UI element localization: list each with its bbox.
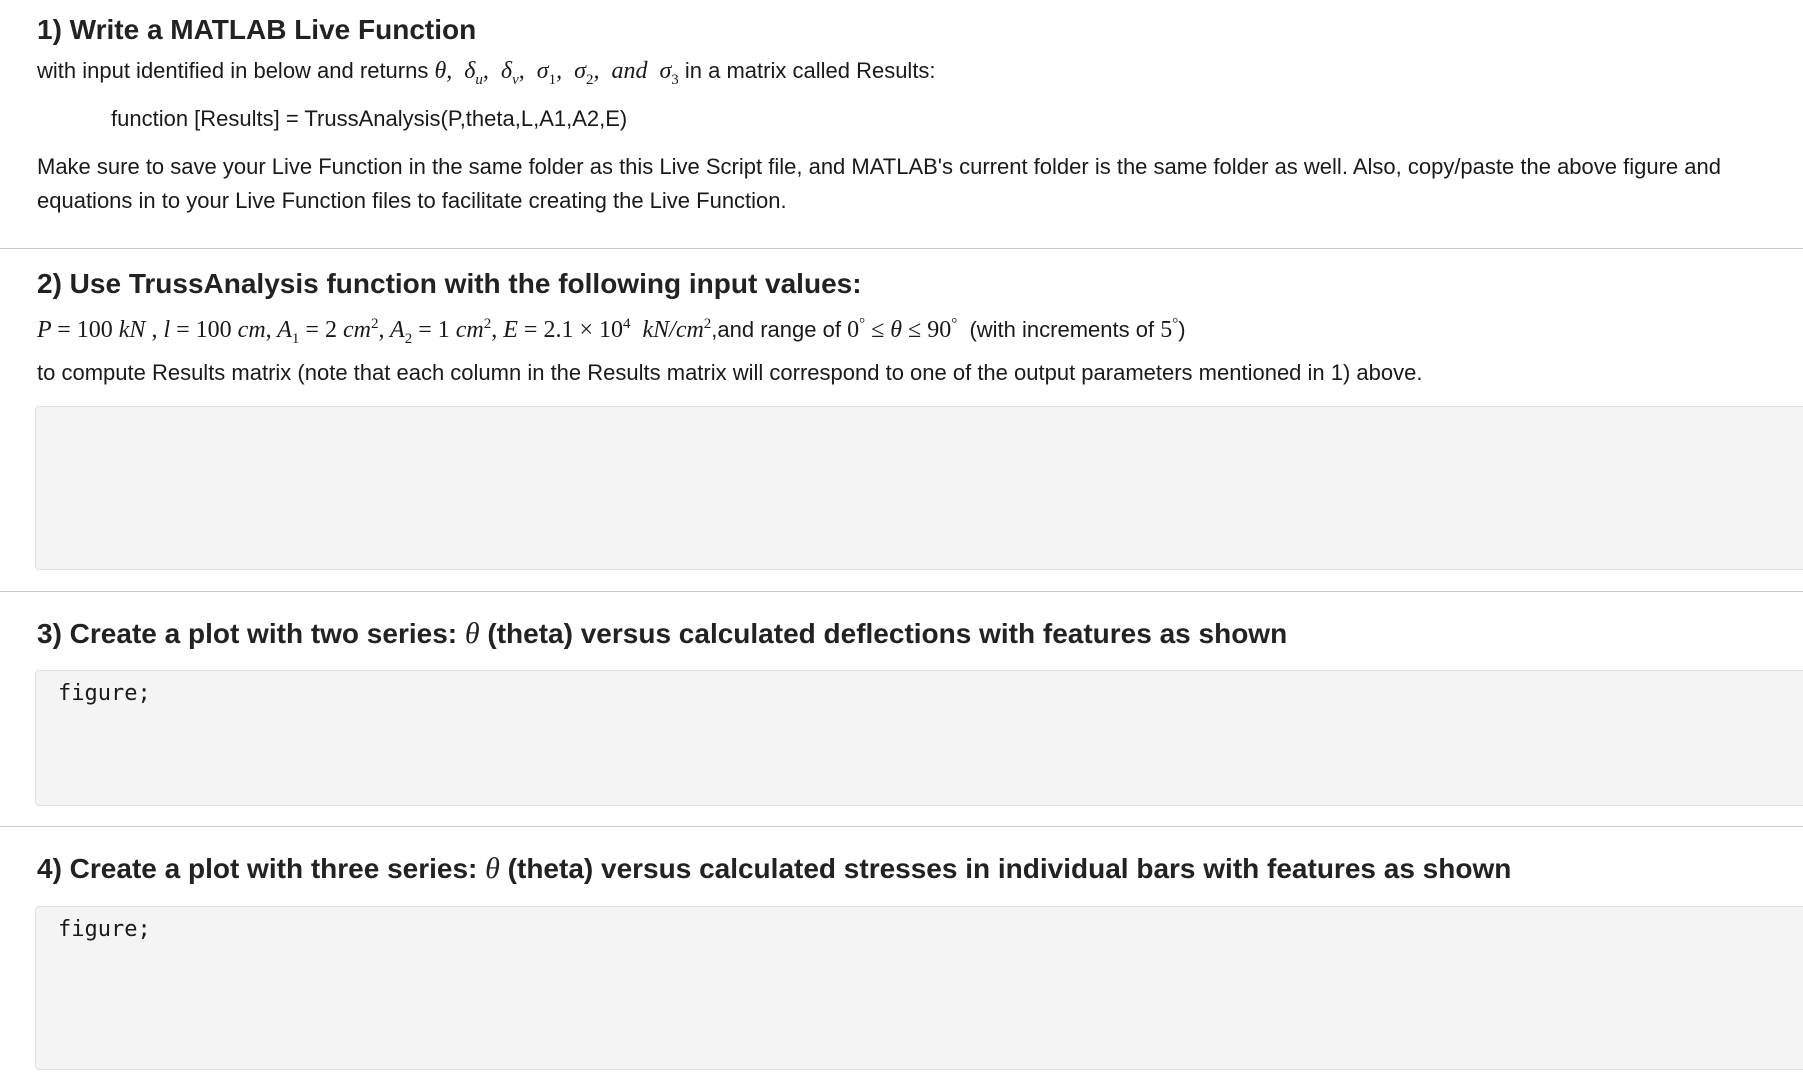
increments-close: ): [1178, 317, 1186, 342]
divider-2: [0, 591, 1803, 592]
divider-3: [0, 826, 1803, 827]
theta-symbol: θ: [464, 617, 480, 650]
increments-open: (with increments of: [969, 317, 1161, 342]
section-1-note: Make sure to save your Live Function in the same folder as this Live Script file, and MATLAB's current folder is the same folder as well. Also, copy/paste the above figure and equations in to your Live Function files to facilitate creating the Live Function.: [37, 154, 1721, 213]
divider-1: [0, 248, 1803, 249]
code-editor-section-2[interactable]: [35, 406, 1803, 570]
intro-text-after: in a matrix called Results:: [678, 58, 936, 83]
intro-text-before: with input identified in below and returns: [37, 58, 435, 83]
section-2-heading: 2) Use TrussAnalysis function with the following input values:: [37, 268, 862, 299]
range-math: 0° ≤ θ ≤ 90°: [847, 316, 958, 343]
section-3-heading: 3) Create a plot with two series: θ (theta) versus calculated deflections with features as shown: [37, 617, 1288, 650]
section-2-description: to compute Results matrix (note that each column in the Results matrix will correspond to one of the output parameters mentioned in 1) above.: [37, 360, 1423, 385]
input-values: [37, 307, 1186, 356]
theta-symbol: θ: [485, 852, 500, 885]
section-1-intro: [37, 54, 936, 97]
outputs-math: θ, $\delta_u$, $\delta_v$, $\sigma_1$, $\sigma_2$, and $\sigma_3$: [434, 58, 679, 88]
section-1-heading: 1) Write a MATLAB Live Function: [37, 14, 477, 45]
function-signature: function [Results] = TrussAnalysis(P,theta,L,A1,A2,E): [111, 106, 628, 131]
input-values-math: P = 100 kN , l = 100 cm, $A_1 = 2$ $cm^2$, $A_2 = 1$ $cm^2$, $E = 2.1 \times 10^4$ $kN/cm^2$: [37, 316, 712, 347]
code-editor-section-4[interactable]: [35, 906, 1803, 1070]
code-text[interactable]: figure;: [58, 917, 151, 942]
increment-math: 5°: [1160, 316, 1179, 343]
and-range-text: ,and range of: [711, 317, 848, 342]
code-text[interactable]: figure;: [58, 681, 151, 706]
section-4-heading: 4) Create a plot with three series: θ (theta) versus calculated stresses in individual bars with features as shown: [37, 852, 1512, 885]
code-editor-section-3[interactable]: [35, 670, 1803, 806]
